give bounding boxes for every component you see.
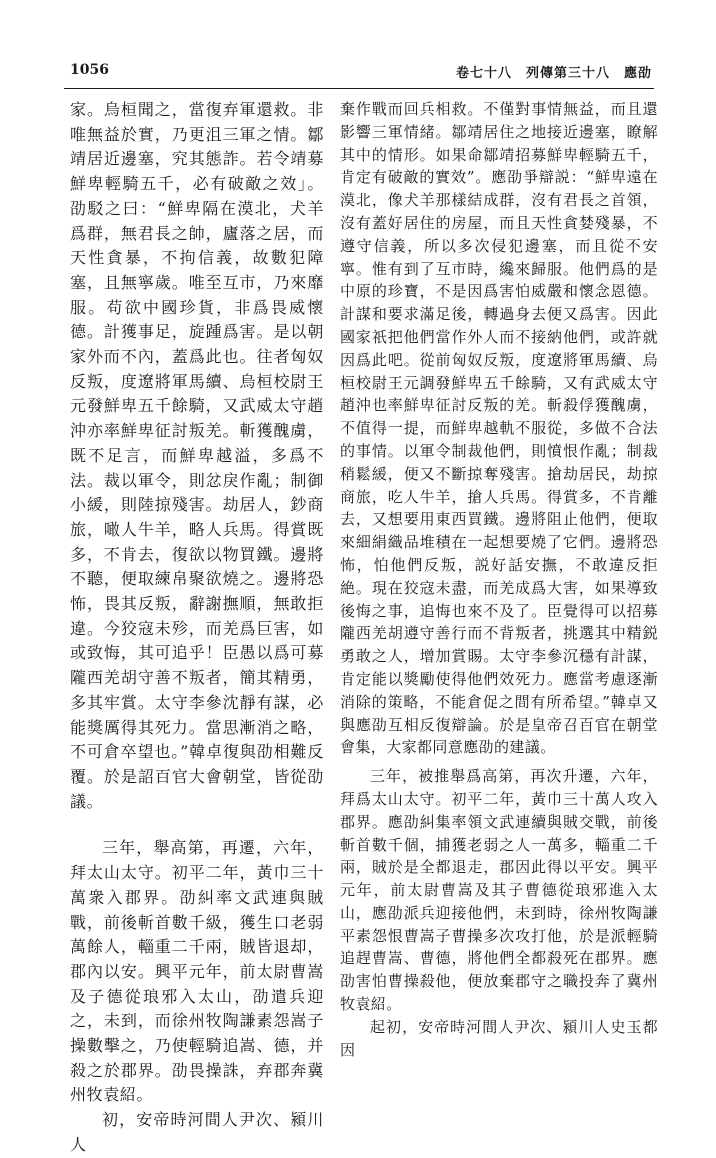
left-paragraph-3: 初，安帝時河間人尹次、潁川人 <box>70 1110 324 1154</box>
page-number: 1056 <box>70 62 109 78</box>
left-column-classical-text <box>70 98 324 1158</box>
right-column-translation <box>340 98 658 1061</box>
right-paragraph-1: 棄作戰而回兵相救。不僅對事情無益，而且還影響三軍情緒。鄒靖居住之地接近邊塞，瞭解其中的情形。如果命鄒靖招募鮮卑輕騎五千，肯定有破敵的實效”。應劭爭辯説：“鮮卑遠在漠北，像犬羊那樣結成群，沒有君長之首領，沒有蓋好居住的房屋，而且天性貪婪殘暴，不遵守信義，所以多次侵犯邊塞，而且從不安寧。惟有到了互市時，纔來歸服。他們爲的是中原的珍寶，不是因爲害怕威嚴和懷念恩德。計謀和要求滿足後，轉過身去便又爲害。因此國家祇把他們當作外人而不接納他們，或許就因爲此吧。從前匈奴反叛，度遼將軍馬續、烏桓校尉王元調發鮮卑五千餘騎，又有武威太守趙沖也率鮮卑征討反叛的羌。斬殺俘獲醜虜，不值得一提，而鮮卑越軌不服從，多做不合法的事情。以軍令制裁他們，則憤恨作亂；制裁稍鬆緩，便又不斷掠奪殘害。搶劫居民，劫掠商旅，吃人牛羊，搶人兵馬。得賞多，不肯離去，又想要用東西買鐵。邊將阻止他們，便取來細絹織品堆積在一起想要燒了它們。邊將恐怖，怕他們反叛，説好話安撫，不敢違反拒絶。現在狡寇未盡，而羌成爲大害，如果導致後悔之事，追悔也來不及了。臣覺得可以招募隴西羌胡遵守善行而不背叛者，挑選其中精鋭勇敢之人，增加賞賜。太守李參沉穩有計謀，肯定能以獎勵使得他們效死力。應當考慮逐漸消除的策略，不能倉促之間有所希望。”韓卓又與應劭互相反復辯論。於是皇帝召百官在朝堂會集，大家都同意應劭的建議。 <box>340 100 658 757</box>
paragraph-gap <box>70 814 324 836</box>
right-paragraph-3: 起初，安帝時河間人尹次、潁川人史玉都因 <box>340 1017 658 1059</box>
header-rule <box>64 88 654 89</box>
right-paragraph-2: 三年，被推舉爲高第，再次升遷，六年，拜爲太山太守。初平二年，黃巾三十萬人攻入郡界。應劭糾集率領文武連續與賊交戰，前後斬首數千個，捕獲老弱之人一萬多，輜重二千兩，賊於是全都退走，郡因此得以平安。興平元年，前太尉曹嵩及其子曹德從琅邪進入太山，應劭派兵迎接他們，未到時，徐州牧陶謙平素怨恨曹嵩子曹操多次攻打他，於是派輕騎追趕曹嵩、曹德，將他們全都殺死在郡界。應劭害怕曹操殺他，便放棄郡守之職投奔了冀州牧袁紹。 <box>340 767 658 1014</box>
running-head: 卷七十八 列傳第三十八 應劭 <box>455 66 652 81</box>
left-paragraph-1: 家。烏桓聞之，當復弃軍還救。非唯無益於實，乃更沮三軍之情。鄒靖居近邊塞，究其態詐。若令靖募鮮卑輕騎五千，必有破敵之效」。劭駁之曰：“鮮卑隔在漠北，犬羊爲群，無君長之帥，廬落之居，而天性貪暴，不拘信義，故數犯障塞，且無寧歲。唯至互市，乃來靡服。苟欲中國珍貨，非爲畏威懷德。計獲事足，旋踵爲害。是以朝家外而不內，蓋爲此也。往者匈奴反叛，度遼將軍馬續、烏桓校尉王元發鮮卑五千餘騎，又武威太守趙沖亦率鮮卑征討叛羌。斬獲醜虜，既不足言，而鮮卑越溢，多爲不法。裁以軍令，則忿戾作亂；制御小緩，則陸掠殘害。劫居人，鈔商旅，噉人牛羊，略人兵馬。得賞既多，不肯去，復欲以物買鐵。邊將不聽，便取練帛聚欲燒之。邊將恐怖，畏其反叛，辭謝撫順，無敢拒違。今狡寇未殄，而羌爲巨害，如或致悔，其可追乎！臣愚以爲可募隴西羌胡守善不叛者，簡其精勇，多其牢賞。太守李參沈靜有謀，必能獎厲得其死力。當思漸消之略，不可倉卒望也。”韓卓復與劭相難反覆。於是詔百官大會朝堂，皆從劭議。 <box>70 100 324 811</box>
left-paragraph-2: 三年，舉高第，再遷，六年，拜太山太守。初平二年，黃巾三十萬衆入郡界。劭糾率文武連與賊戰，前後斬首數千級，獲生口老弱萬餘人，輜重二千兩，賊皆退却，郡內以安。興平元年，前太尉曹嵩及子德從琅邪入太山，劭遣兵迎之，未到，而徐州牧陶謙素怨嵩子操數擊之，乃使輕騎追嵩、德，并殺之於郡界。劭畏操誅，弃郡奔冀州牧袁紹。 <box>70 838 324 1105</box>
